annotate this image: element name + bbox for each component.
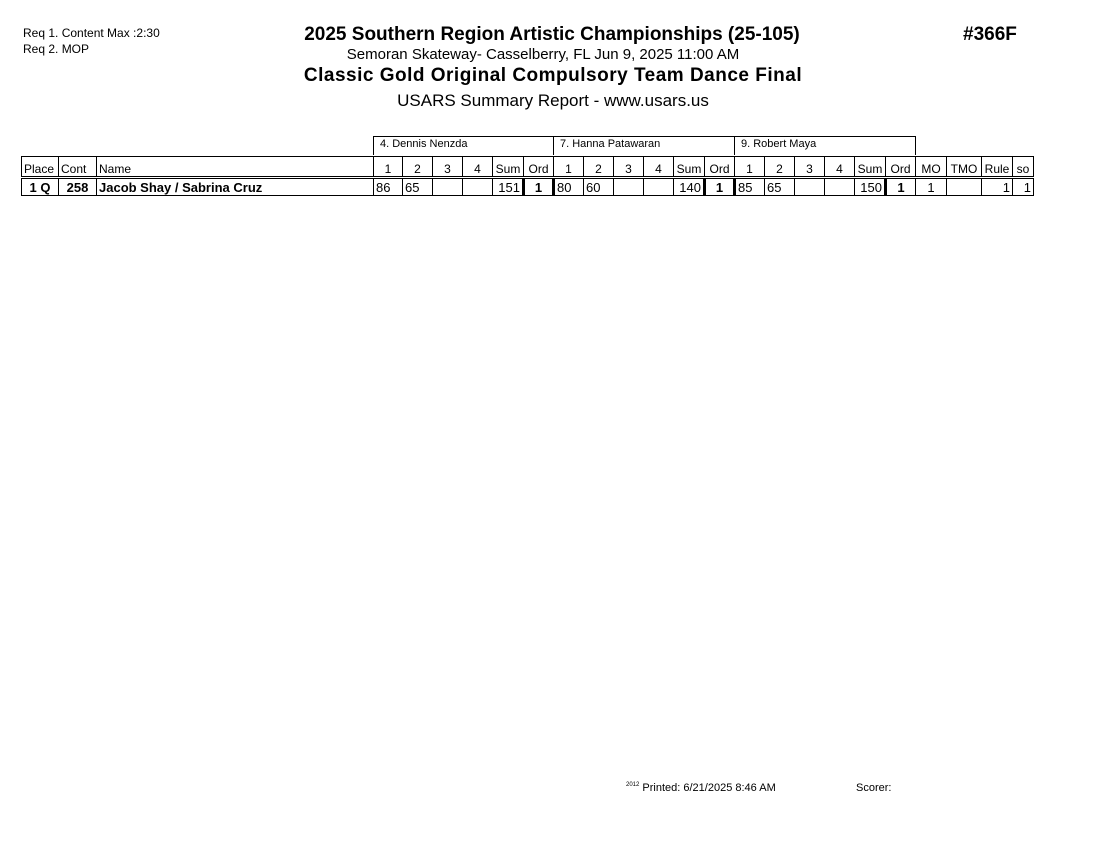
col-name: Name [97, 157, 374, 178]
cell-so: 1 [1013, 178, 1034, 196]
cell-j1-s2: 65 [403, 178, 433, 196]
cell-j2-sum: 140 [674, 178, 705, 196]
cell-j2-s4 [644, 178, 674, 196]
col-mo: MO [916, 157, 947, 178]
cell-j2-s3 [614, 178, 644, 196]
judge-1-header [373, 136, 554, 155]
col-j3-sum: Sum [855, 157, 886, 178]
cell-j2-ord: 1 [705, 178, 735, 196]
col-j2-sum: Sum [674, 157, 705, 178]
col-j1-s4: 4 [463, 157, 493, 178]
printed-timestamp: Printed: 6/21/2025 8:46 AM [642, 782, 776, 794]
col-j3-s3: 3 [795, 157, 825, 178]
col-j2-s3: 3 [614, 157, 644, 178]
col-rule: Rule [982, 157, 1013, 178]
event-title: Classic Gold Original Compulsory Team Dance Final [303, 65, 803, 86]
judge-1-name: 4. Dennis Nenzda [380, 138, 468, 150]
col-cont: Cont [59, 157, 97, 178]
judge-2-header [553, 136, 735, 155]
cell-j3-s1: 85 [735, 178, 765, 196]
cell-name: Jacob Shay / Sabrina Cruz [97, 178, 374, 196]
cell-mo: 1 [916, 178, 947, 196]
results-table [21, 156, 1034, 196]
event-number: #366F [963, 24, 1017, 45]
requirement-1: Req 1. Content Max :2:30 [23, 26, 160, 40]
judge-2-name: 7. Hanna Patawaran [560, 138, 661, 150]
col-j2-ord: Ord [705, 157, 735, 178]
table-header-row [22, 157, 1034, 178]
venue-line: Semoran Skateway- Casselberry, FL Jun 9, 2025 11:00 AM [346, 46, 740, 63]
col-tmo: TMO [947, 157, 982, 178]
col-j1-s1: 1 [374, 157, 403, 178]
footer-printed [626, 782, 776, 794]
cell-j1-s1: 86 [374, 178, 403, 196]
judge-3-header [734, 136, 916, 155]
cell-rule: 1 [982, 178, 1013, 196]
cell-j3-s4 [825, 178, 855, 196]
table-row [22, 178, 1034, 196]
col-j2-s2: 2 [584, 157, 614, 178]
cell-j2-s1: 80 [554, 178, 584, 196]
judge-3-name: 9. Robert Maya [741, 138, 817, 150]
col-j3-s4: 4 [825, 157, 855, 178]
footer-code: 2012 [626, 782, 640, 788]
report-title: USARS Summary Report - www.usars.us [397, 91, 709, 110]
cell-j2-s2: 60 [584, 178, 614, 196]
col-j1-s2: 2 [403, 157, 433, 178]
col-so: so [1013, 157, 1034, 178]
cell-j1-s3 [433, 178, 463, 196]
cell-place: 1 Q [22, 178, 59, 196]
cell-j3-sum: 150 [855, 178, 886, 196]
cell-j1-sum: 151 [493, 178, 524, 196]
requirement-2: Req 2. MOP [23, 42, 90, 56]
col-j1-ord: Ord [524, 157, 554, 178]
col-j2-s1: 1 [554, 157, 584, 178]
cell-cont: 258 [59, 178, 97, 196]
footer-scorer: Scorer: [856, 782, 892, 794]
col-j3-s1: 1 [735, 157, 765, 178]
col-j1-s3: 3 [433, 157, 463, 178]
col-place: Place [22, 157, 59, 178]
cell-j3-s3 [795, 178, 825, 196]
championship-title: 2025 Southern Region Artistic Championships (25-105) [304, 24, 800, 45]
cell-j1-s4 [463, 178, 493, 196]
cell-j3-ord: 1 [886, 178, 916, 196]
col-j1-sum: Sum [493, 157, 524, 178]
cell-j3-s2: 65 [765, 178, 795, 196]
cell-tmo [947, 178, 982, 196]
col-j3-s2: 2 [765, 157, 795, 178]
col-j2-s4: 4 [644, 157, 674, 178]
col-j3-ord: Ord [886, 157, 916, 178]
cell-j1-ord: 1 [524, 178, 554, 196]
